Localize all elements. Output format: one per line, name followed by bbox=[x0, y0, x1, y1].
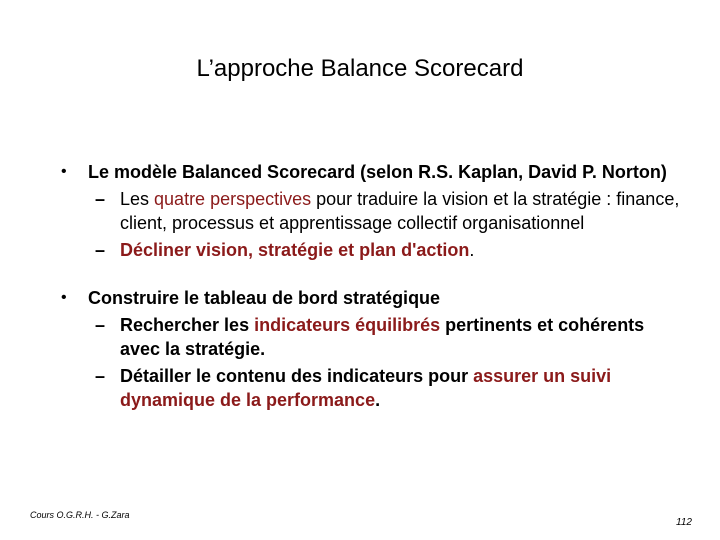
sub-bullet-2-2-pre: Détailler le contenu des indicateurs pour bbox=[120, 366, 474, 386]
sub-bullet-2-1-post: pertinents et cohérents avec la stratégie. bbox=[120, 315, 645, 359]
sub-bullet-1-1-post: pour traduire la vision et la stratégie : finance, client, processus et apprentissage collectif organisationnel bbox=[120, 189, 680, 233]
slide-content bbox=[0, 160, 720, 412]
sub-bullet-1-1 bbox=[0, 187, 680, 235]
sub-bullet-2-2-post: . bbox=[375, 390, 381, 410]
sub-bullet-1-2-post: . bbox=[469, 240, 475, 260]
sub-bullet-1-2-highlight: Décliner vision, stratégie et plan d'action bbox=[120, 240, 470, 260]
bullet-block-2 bbox=[0, 286, 720, 412]
sub-bullet-2-1-highlight: indicateurs équilibrés bbox=[254, 315, 441, 335]
page-number: 112 bbox=[676, 517, 692, 528]
sub-bullet-1-1-pre: Les bbox=[120, 189, 155, 209]
sub-bullet-2-2 bbox=[0, 364, 680, 412]
sub-bullet-1-2 bbox=[0, 238, 680, 262]
bullet-2 bbox=[0, 286, 680, 310]
slide-title: L’approche Balance Scorecard bbox=[196, 55, 524, 82]
dash-icon: – bbox=[95, 240, 106, 260]
bullet-1-text: Le modèle Balanced Scorecard (selon R.S. Kaplan, David P. Norton) bbox=[88, 162, 667, 182]
bullet-1 bbox=[0, 160, 680, 184]
bullet-dot-icon: • bbox=[61, 163, 67, 180]
footer-course-label: Cours O.G.R.H. - G.Zara bbox=[30, 510, 130, 520]
bullet-2-text: Construire le tableau de bord stratégique bbox=[88, 288, 441, 308]
dash-icon: – bbox=[95, 189, 106, 209]
bullet-block-1 bbox=[0, 160, 720, 262]
bullet-dot-icon: • bbox=[61, 289, 67, 306]
sub-bullet-2-2-highlight: assurer un suivi dynamique de la performance bbox=[120, 366, 612, 410]
sub-bullet-2-1-pre: Rechercher les bbox=[120, 315, 255, 335]
dash-icon: – bbox=[95, 366, 106, 386]
dash-icon: – bbox=[95, 315, 106, 335]
sub-bullet-1-1-highlight: quatre perspectives bbox=[154, 189, 312, 209]
sub-bullet-2-1 bbox=[0, 313, 680, 361]
